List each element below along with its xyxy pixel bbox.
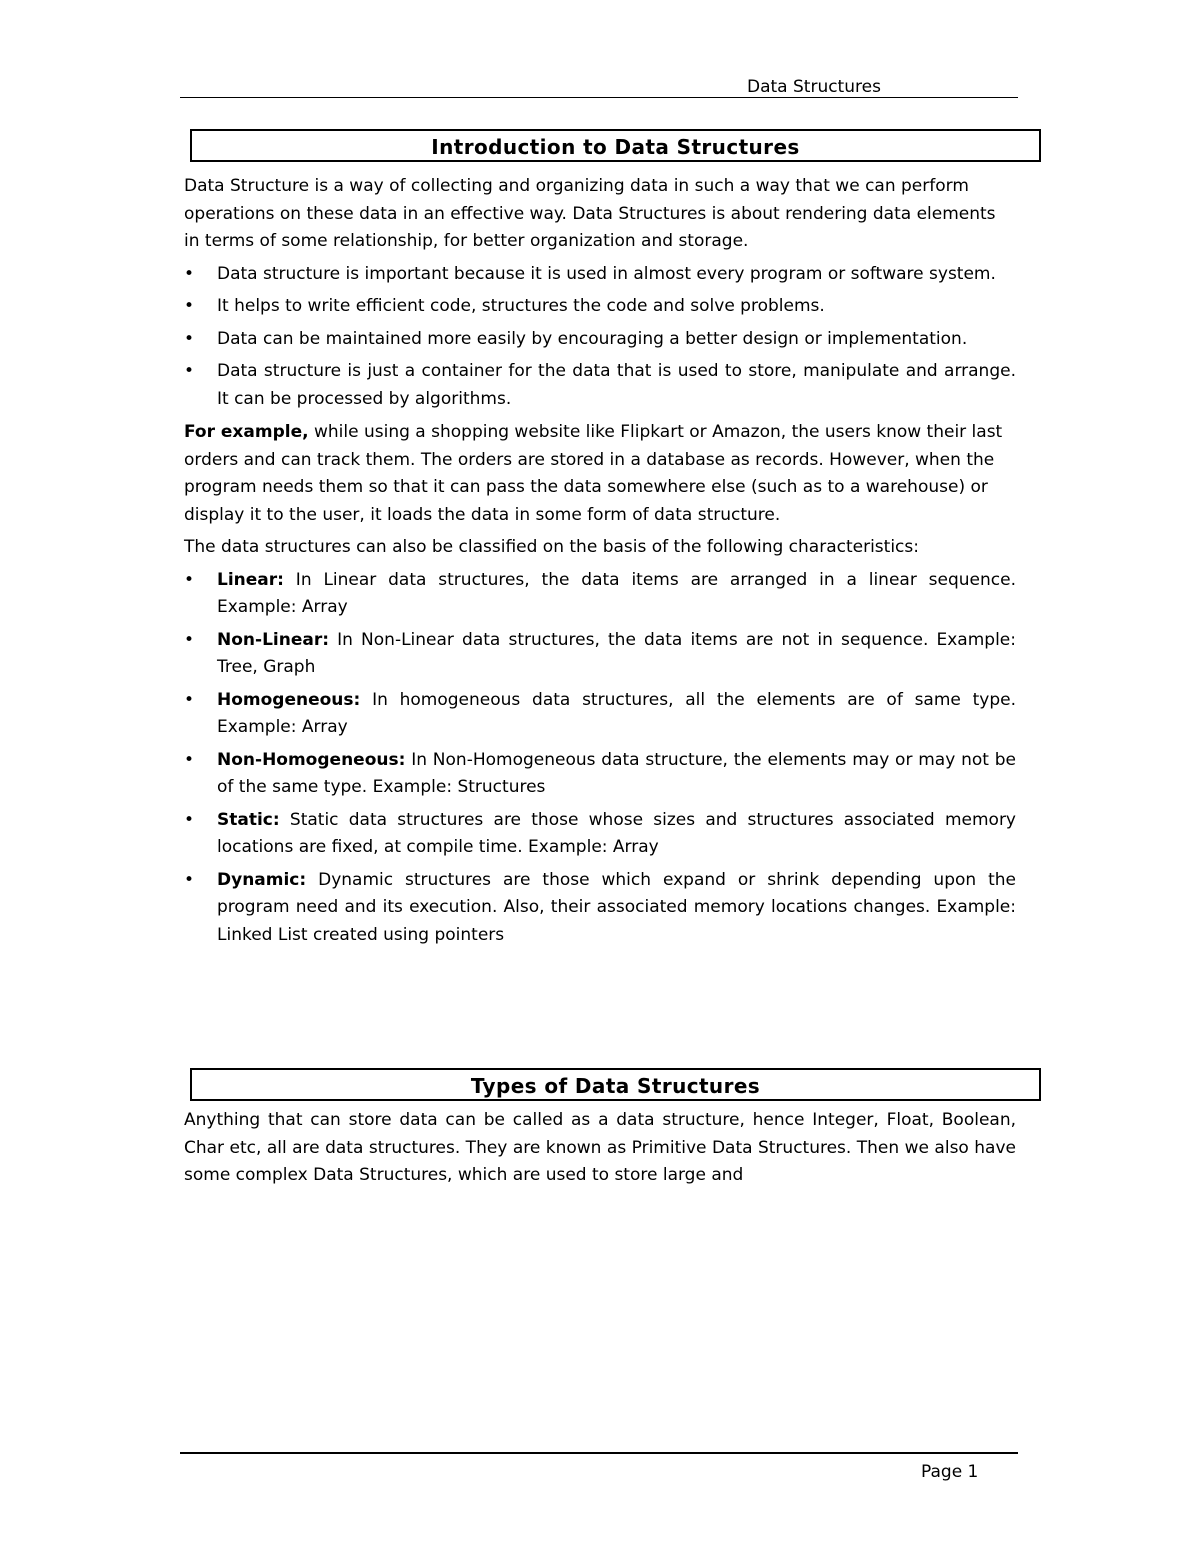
list-item: • It helps to write efficient code, structures the code and solve problems.: [184, 293, 1016, 321]
term-label: Homogeneous:: [217, 689, 361, 710]
term-label: Static:: [217, 809, 280, 830]
running-header: Data Structures: [747, 77, 881, 97]
bullet-icon: •: [184, 296, 195, 316]
intro-paragraph: Data Structure is a way of collecting and organizing data in such a way that we can perform operations on these data in an effective way. Data Structures is about rendering data elements in terms of some relationship, for better organization and storage.: [184, 176, 996, 251]
example-label: For example,: [184, 422, 309, 442]
list-item: • Static: Static data structures are those whose sizes and structures associated memory locations are fixed, at compile time. Example: Array: [184, 807, 1016, 862]
section-heading-types: Types of Data Structures: [190, 1068, 1041, 1101]
list-item: • Non-Homogeneous: In Non-Homogeneous data structure, the elements may or may not be of the same type. Example: Structures: [184, 747, 1016, 802]
list-item: • Data structure is just a container for the data that is used to store, manipulate and arrange. It can be processed by algorithms.: [184, 358, 1016, 413]
classification-intro: The data structures can also be classified on the basis of the following characteristics:: [184, 537, 919, 557]
section-types-body: [184, 1107, 1016, 1195]
example-text: while using a shopping website like Flipkart or Amazon, the users know their last orders and can track them. The orders are stored in a database as records. However, when the program needs them so that it can pass the data somewhere else (such as to a warehouse) or display it to the user, it loads the data in some form of data structure.: [184, 422, 1003, 525]
list-item: • Data structure is important because it is used in almost every program or software system.: [184, 261, 1016, 289]
bullet-icon: •: [184, 569, 195, 590]
bullet-icon: •: [184, 689, 195, 710]
section-introduction-body: [184, 173, 1016, 955]
list-item: • Non-Linear: In Non-Linear data structures, the data items are not in sequence. Example: Tree, Graph: [184, 627, 1016, 682]
bullet-icon: •: [184, 869, 195, 890]
list-item: • Homogeneous: In homogeneous data structures, all the elements are of same type. Example: Array: [184, 687, 1016, 742]
footer-rule: [180, 1452, 1018, 1454]
term-label: Non-Homogeneous:: [217, 749, 406, 770]
bullet-icon: •: [184, 263, 195, 284]
importance-list: [184, 261, 1016, 414]
characteristics-list: [184, 567, 1016, 950]
example-paragraph: [184, 419, 1016, 529]
bullet-icon: •: [184, 629, 195, 650]
bullet-icon: •: [184, 328, 195, 349]
term-label: Linear:: [217, 569, 284, 590]
bullet-icon: •: [184, 749, 195, 770]
list-item: • Dynamic: Dynamic structures are those which expand or shrink depending upon the program need and its execution. Also, their associated memory locations changes. Example: Linked List created using pointers: [184, 867, 1016, 950]
section-heading-introduction: Introduction to Data Structures: [190, 129, 1041, 162]
bullet-icon: •: [184, 361, 195, 381]
list-item: • Linear: In Linear data structures, the data items are arranged in a linear sequence. Example: Array: [184, 567, 1016, 622]
term-label: Dynamic:: [217, 869, 307, 890]
term-label: Non-Linear:: [217, 629, 330, 650]
types-paragraph: Anything that can store data can be called as a data structure, hence Integer, Float, Boolean, Char etc, all are data structures. They are known as Primitive Data Structures. Then we also have some complex Data Structures, which are used to store large and: [184, 1110, 1016, 1185]
page-number: Page 1: [921, 1462, 979, 1482]
bullet-icon: •: [184, 809, 195, 830]
list-item: • Data can be maintained more easily by encouraging a better design or implementation.: [184, 326, 1016, 354]
header-rule: [180, 97, 1018, 98]
